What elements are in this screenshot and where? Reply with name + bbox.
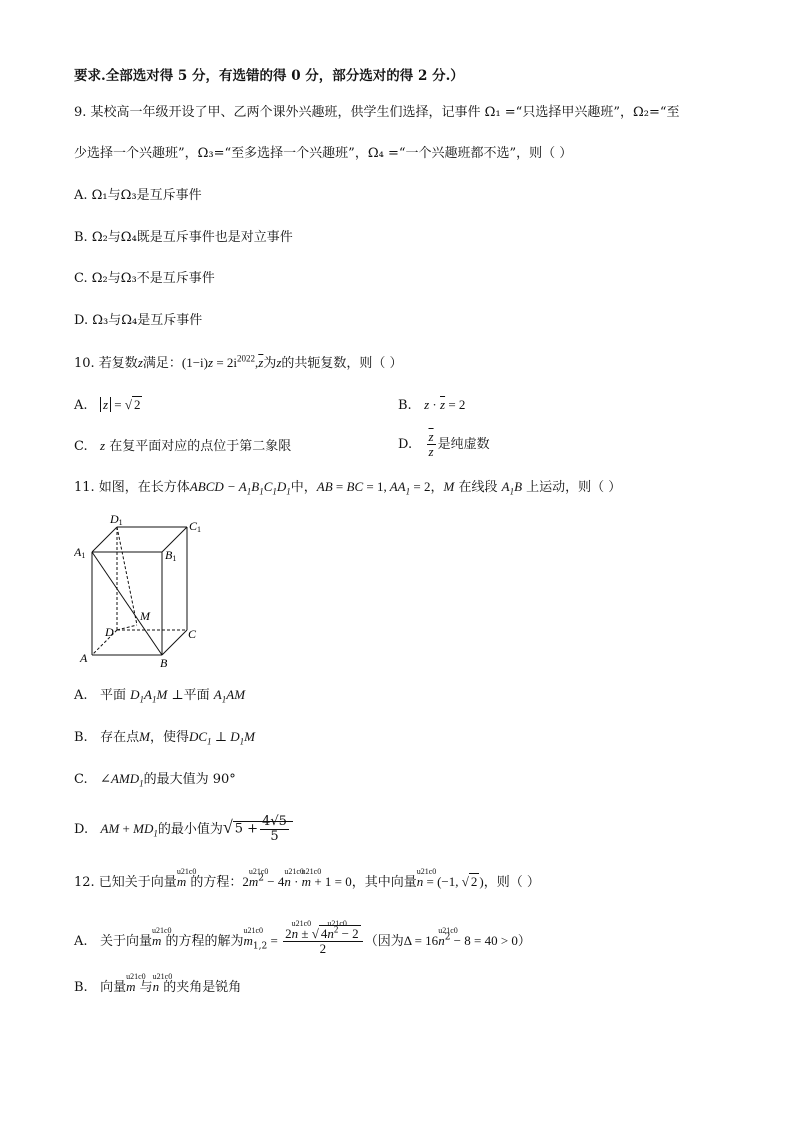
q11-option-d: D. AM + $MD_1$的最小值为√ 5 + $\frac{4√5}{5}$ bbox=[74, 815, 293, 844]
q9-option-b: B. Ω₂与Ω₄既是互斥事件也是对立事件 bbox=[74, 230, 293, 245]
label-b: B bbox=[160, 656, 168, 670]
q9-option-d: D. Ω₃与Ω₄是互斥事件 bbox=[74, 313, 203, 328]
q12-stem: 12. 已知关于向量u21c0 m 的方程：2u21c0 $m^2 - 4u21c0$ n · u21c0 m + 1 = 0，其中向量u21c0 n = (−1, √ 2 )，则（ ） bbox=[74, 873, 540, 892]
q10-option-d: D. $\frac{\overline{z}}{z}$ 是纯虚数 bbox=[398, 429, 490, 459]
q12-option-a: A. 关于向量u21c0 m 的方程的解为u21c0 $m_{1,2}$ = $\frac{2u21c0 n \pm √ 4u21c0 n^2 - 2}{2}$ （因为Δ = 16u21c0 $n^2 - 8 = 40 > 0$） bbox=[74, 927, 531, 956]
q9-option-c: C. Ω₂与Ω₃不是互斥事件 bbox=[74, 271, 215, 286]
cuboid-figure bbox=[74, 512, 214, 672]
q11-option-c: C. $\angle AMD_1$的最大值为 90° bbox=[74, 771, 236, 789]
q9-option-a: A. Ω₁与Ω₃是互斥事件 bbox=[74, 188, 202, 203]
q11-option-a: A. 平面 $D_1A_1M$ ⊥平面 $A_1AM$ bbox=[74, 687, 246, 705]
label-b1: B1 bbox=[165, 548, 177, 563]
label-c1: C1 bbox=[189, 519, 202, 534]
q11-option-b: B. 存在点M，使得$DC_1$ ⊥ $D_1M$ bbox=[74, 729, 255, 747]
instruction-header: 要求.全部选对得 5 分，有选错的得 0 分，部分选对的得 2 分.） bbox=[74, 68, 464, 84]
label-c: C bbox=[188, 627, 197, 641]
q10-stem: 10. 若复数z满足：$(1-i)z = 2i^{2022},\overline{z}$为z的共轭复数，则（ ） bbox=[74, 353, 403, 371]
label-d1: D1 bbox=[110, 512, 123, 527]
q11-stem: 11. 如图，在长方体ABCD − $A_1B_1C_1D_1$中，AB = BC = 1, $AA_1 = 2$，M 在线段 $A_1B$ 上运动，则（ ） bbox=[74, 479, 622, 497]
q10-option-c: C. z 在复平面对应的点位于第二象限 bbox=[74, 438, 292, 454]
q10-option-a: A. z = √ 2 bbox=[74, 397, 141, 413]
q10-option-b: B. $z \cdot \overline{z} = 2$ bbox=[398, 397, 466, 413]
label-a1: A1 bbox=[74, 545, 86, 560]
q9-stem-line2: 少选择一个兴趣班”，Ω₃=“至多选择一个兴趣班”，Ω₄ =“一个兴趣班都不选”，则（ ） bbox=[74, 146, 573, 161]
label-m: M bbox=[140, 609, 150, 623]
q12-option-b: B. 向量u21c0 m 与u21c0 n 的夹角是锐角 bbox=[74, 978, 241, 997]
label-d: D bbox=[105, 625, 114, 639]
label-a: A bbox=[80, 651, 88, 665]
q9-stem-line1: 9. 某校高一年级开设了甲、乙两个课外兴趣班，供学生们选择，记事件 Ω₁ =“只选择甲兴趣班”，Ω₂=“至 bbox=[74, 105, 680, 120]
